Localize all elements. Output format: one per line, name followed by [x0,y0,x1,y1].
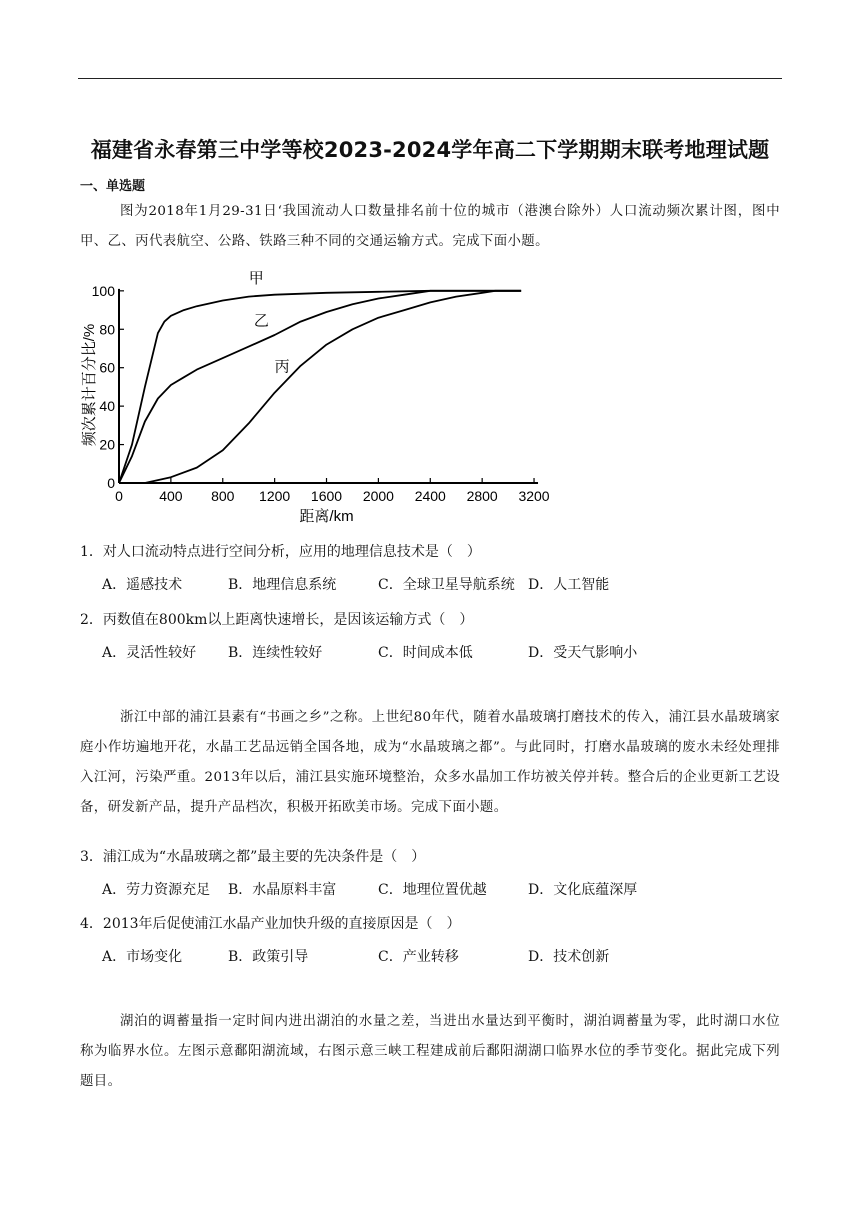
x-axis-label: 距离/km [299,508,354,524]
series-line-1 [119,291,521,483]
option-d: D．技术创新 [528,949,610,965]
option-d: D．人工智能 [528,577,610,593]
question-3: 3．浦江成为“水晶玻璃之都”最主要的先决条件是（ ） [80,849,426,865]
series-label-1: 甲 [248,270,264,288]
option-b: B．连续性较好 [228,645,323,661]
x-tick-label: 2800 [466,488,498,504]
x-tick-label: 1200 [259,488,291,504]
y-tick-label: 80 [99,321,115,338]
option-a: A．市场变化 [102,949,183,965]
option-b: B．地理信息系统 [228,577,337,593]
option-c: C．产业转移 [378,949,459,965]
series-label-3: 丙 [274,358,290,376]
option-b: B．水晶原料丰富 [228,882,337,898]
option-d: D．文化底蕴深厚 [528,882,638,898]
series-label-2: 乙 [253,312,269,330]
y-tick-label: 60 [99,359,115,376]
x-tick-label: 0 [115,488,123,504]
option-c: C．时间成本低 [378,645,473,661]
section-heading: 一、单选题 [80,179,146,194]
passage-2: 浙江中部的浦江县素有“书画之乡”之称。上世纪80年代，随着水晶玻璃打磨技术的传入，浦江县水晶玻璃家庭小作坊遍地开花，水晶工艺品远销全国各地，成为“水晶玻璃之都”。与此同时，打磨水晶玻璃的废水未经处理排入江河，污染严重。2013年以后，浦江县实施环境整治，众多水晶加工作坊被关停并转。整合后的企业更新工艺设备，研发新产品，提升产品档次，积极开拓欧美市场。完成下面小题。 [80,710,780,815]
x-tick-label: 400 [159,488,183,504]
option-d: D．受天气影响小 [528,645,638,661]
x-tick-label: 1600 [310,488,343,504]
option-c: C．地理位置优越 [378,882,487,898]
x-tick-label: 2400 [414,488,446,504]
y-tick-label: 100 [91,282,115,299]
series-line-3 [145,291,521,483]
x-tick-label: 800 [211,488,235,504]
y-tick-label: 20 [99,436,115,453]
cumulative-frequency-chart [74,262,564,524]
option-b: B．政策引导 [228,949,309,965]
option-c: C．全球卫星导航系统 [378,577,515,593]
y-axis-label: 频次累计百分比/% [81,323,98,447]
y-tick-label: 40 [99,398,115,415]
header-rule [78,78,782,79]
question-2: 2．丙数值在800km以上距离快速增长，是因该运输方式（ ） [80,612,474,628]
option-a: A．劳力资源充足 [102,882,211,898]
x-tick-label: 2000 [362,488,394,504]
y-tick-label: 0 [107,475,115,491]
page-title: 福建省永春第三中学等校2023-2024学年高二下学期期末联考地理试题 [90,138,770,162]
passage-1: 图为2018年1月29-31日‘我国流动人口数量排名前十位的城市（港澳台除外）人口流动频次累计图，图中甲、乙、丙代表航空、公路、铁路三种不同的交通运输方式。完成下面小题。 [80,204,780,249]
passage-3: 湖泊的调蓄量指一定时间内进出湖泊的水量之差，当进出水量达到平衡时，湖泊调蓄量为零，此时湖口水位称为临界水位。左图示意鄱阳湖流域，右图示意三峡工程建成前后鄱阳湖湖口临界水位的季节变化。据此完成下列题目。 [80,1014,780,1089]
option-a: A．灵活性较好 [102,645,197,661]
question-4: 4．2013年后促使浦江水晶产业加快升级的直接原因是（ ） [80,916,461,932]
x-tick-label: 3200 [518,488,550,504]
question-1: 1．对人口流动特点进行空间分析，应用的地理信息技术是（ ） [80,544,481,560]
option-a: A．遥感技术 [102,577,183,593]
series-line-2 [119,291,521,483]
